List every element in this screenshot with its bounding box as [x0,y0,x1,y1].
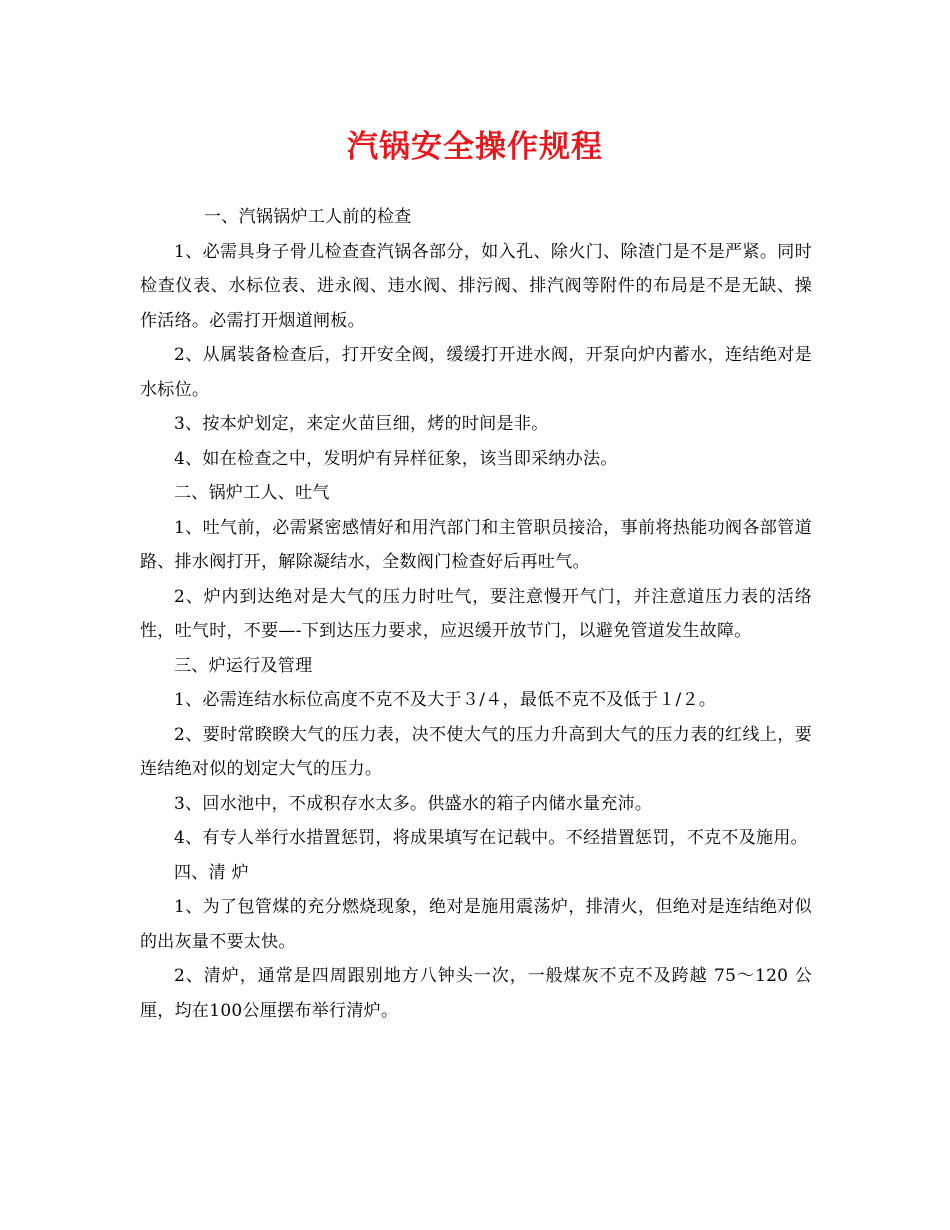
document-title: 汽锅安全操作规程 [347,129,603,165]
paragraph: 2、要时常睽睽大气的压力表，决不使大气的压力升高到大气的压力表的红线上，要连结绝对似的划定大气的压力。 [140,724,812,779]
paragraph: 3、回水池中，不成积存水太多。供盛水的箱子内储水量充沛。 [174,793,653,814]
paragraph: 1、为了包管煤的充分燃烧现象，绝对是施用震荡炉，排清火，但绝对是连结绝对似的出灰量不要太快。 [140,897,812,952]
paragraph: 1、吐气前，必需紧密感情好和用汽部门和主管职员接洽，事前将热能功阀各部管道路、排水阀打开，解除凝结水，全数阀门检查好后再吐气。 [140,517,812,572]
paragraph: 1、必需具身子骨儿检查查汽锅各部分，如入孔、除火门、除渣门是不是严紧。同时检查仪表、水标位表、进永阀、违水阀、排污阀、排汽阀等附件的布局是不是无缺、操作活络。必需打开烟道闸板。 [140,241,812,331]
paragraph: 2、炉内到达绝对是大气的压力时吐气，要注意慢开气门，并注意道压力表的活络性，吐气时，不要—-下到达压力要求，应迟缓开放节门，以避免管道发生故障。 [140,586,812,641]
paragraph: 4、有专人举行水措置惩罚，将成果填写在记载中。不经措置惩罚，不克不及施用。 [174,828,808,848]
paragraph: 4、如在检查之中，发明炉有异样征象，该当即采纳办法。 [174,448,618,469]
section-heading-3: 三、炉运行及管理 [174,655,313,676]
paragraph: 2、从属装备检查后，打开安全阀，缓缓打开进水阀，开泵向炉内蓄水，连结绝对是水标位。 [140,345,812,400]
paragraph: 2、清炉，通常是四周跟别地方八钟头一次，一般煤灰不克不及跨越 75～120 公厘，均在100公厘摆布举行清炉。 [140,966,812,1021]
document-body [140,200,812,1028]
section-heading-4: 四、清 炉 [174,862,249,883]
section-heading-2: 二、锅炉工人、吐气 [174,483,330,503]
paragraph: 3、按本炉划定，来定火苗巨细，烤的时间是非。 [174,414,549,434]
paragraph: 1、必需连结水标位高度不克不及大于３/４，最低不克不及低于１/２。 [174,690,717,710]
section-heading-1: 一、汽锅锅炉工人前的检查 [204,207,412,227]
